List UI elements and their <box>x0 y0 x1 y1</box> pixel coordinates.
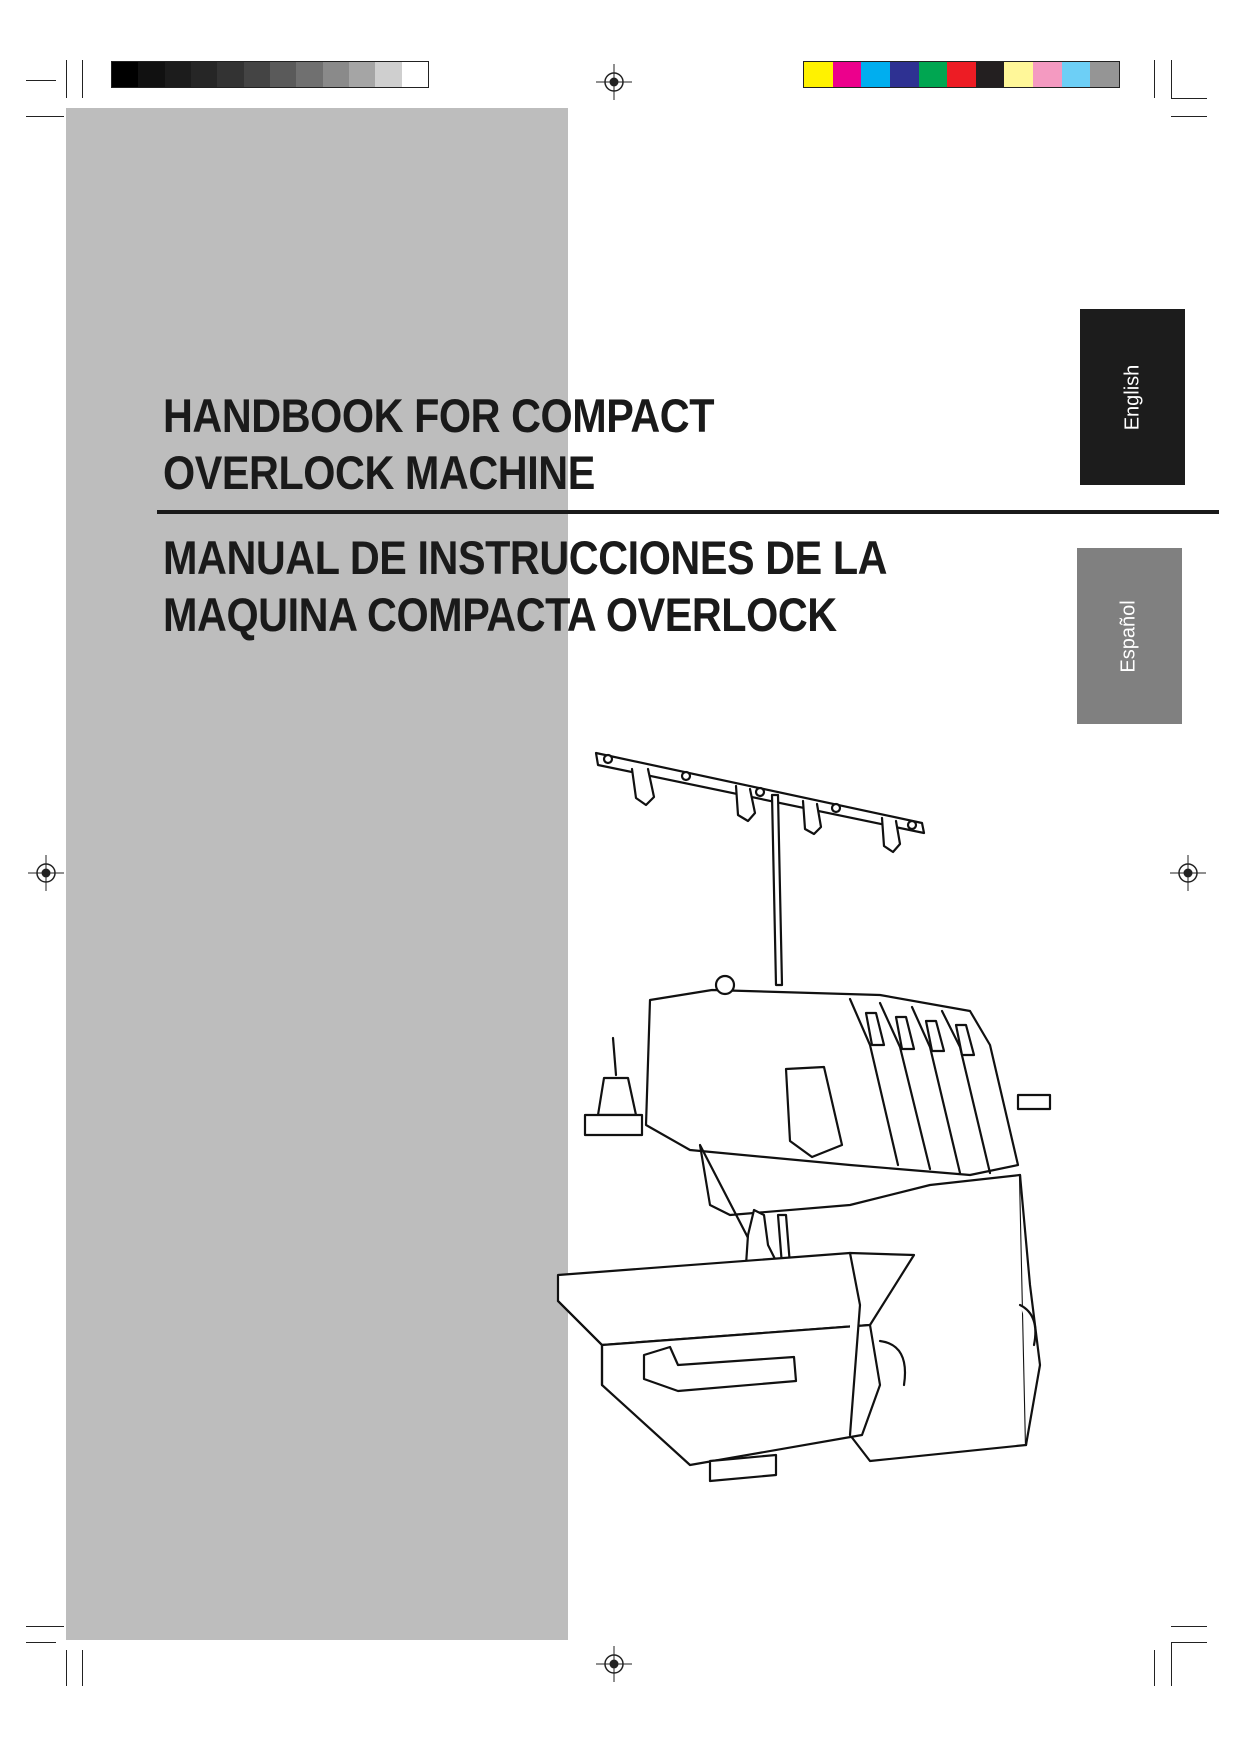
crop-mark <box>1154 60 1155 98</box>
crop-mark <box>1171 116 1207 117</box>
color-swatch <box>1004 62 1033 87</box>
gray-swatch <box>217 62 243 87</box>
gray-swatch <box>402 62 428 87</box>
crop-mark <box>1171 1642 1172 1686</box>
crop-mark <box>26 116 64 117</box>
gray-swatch <box>165 62 191 87</box>
color-calibration-strip <box>803 61 1120 88</box>
crop-mark <box>82 60 83 98</box>
crop-mark <box>1171 98 1207 99</box>
color-swatch <box>919 62 948 87</box>
crop-mark <box>1171 60 1172 98</box>
gray-swatch <box>349 62 375 87</box>
title-divider <box>157 510 1219 514</box>
crop-mark <box>66 60 67 98</box>
color-swatch <box>890 62 919 87</box>
crop-mark <box>26 80 56 81</box>
title-english: HANDBOOK FOR COMPACT OVERLOCK MACHINE <box>163 389 715 499</box>
language-tab-label: English <box>1120 364 1143 430</box>
gray-swatch <box>138 62 164 87</box>
gray-background-panel <box>66 108 568 1640</box>
gray-swatch <box>191 62 217 87</box>
language-tab-english <box>1080 309 1185 485</box>
crop-mark <box>1154 1650 1155 1686</box>
crop-mark <box>66 1650 67 1686</box>
language-tab-espanol <box>1077 548 1182 724</box>
color-swatch <box>861 62 890 87</box>
gray-swatch <box>270 62 296 87</box>
gray-swatch <box>375 62 401 87</box>
color-swatch <box>804 62 833 87</box>
gray-swatch <box>296 62 322 87</box>
color-swatch <box>947 62 976 87</box>
crop-mark <box>1171 1642 1207 1643</box>
gray-swatch <box>244 62 270 87</box>
crop-mark <box>82 1650 83 1686</box>
crop-mark <box>1171 1626 1207 1627</box>
title-spanish: MANUAL DE INSTRUCCIONES DE LA MAQUINA COMPACTA OVERLOCK <box>163 531 888 641</box>
grayscale-calibration-strip <box>111 61 429 88</box>
color-swatch <box>833 62 862 87</box>
crop-mark <box>26 1642 56 1643</box>
registration-mark-icon <box>28 855 64 891</box>
overlock-machine-illustration <box>550 745 1080 1525</box>
registration-mark-icon <box>596 64 632 100</box>
language-tab-label: Español <box>1118 599 1140 673</box>
gray-swatch <box>323 62 349 87</box>
gray-swatch <box>112 62 138 87</box>
color-swatch <box>976 62 1005 87</box>
crop-mark <box>26 1626 64 1627</box>
color-swatch <box>1062 62 1091 87</box>
registration-mark-icon <box>1170 855 1206 891</box>
color-swatch <box>1033 62 1062 87</box>
color-swatch <box>1090 62 1119 87</box>
registration-mark-icon <box>596 1646 632 1682</box>
